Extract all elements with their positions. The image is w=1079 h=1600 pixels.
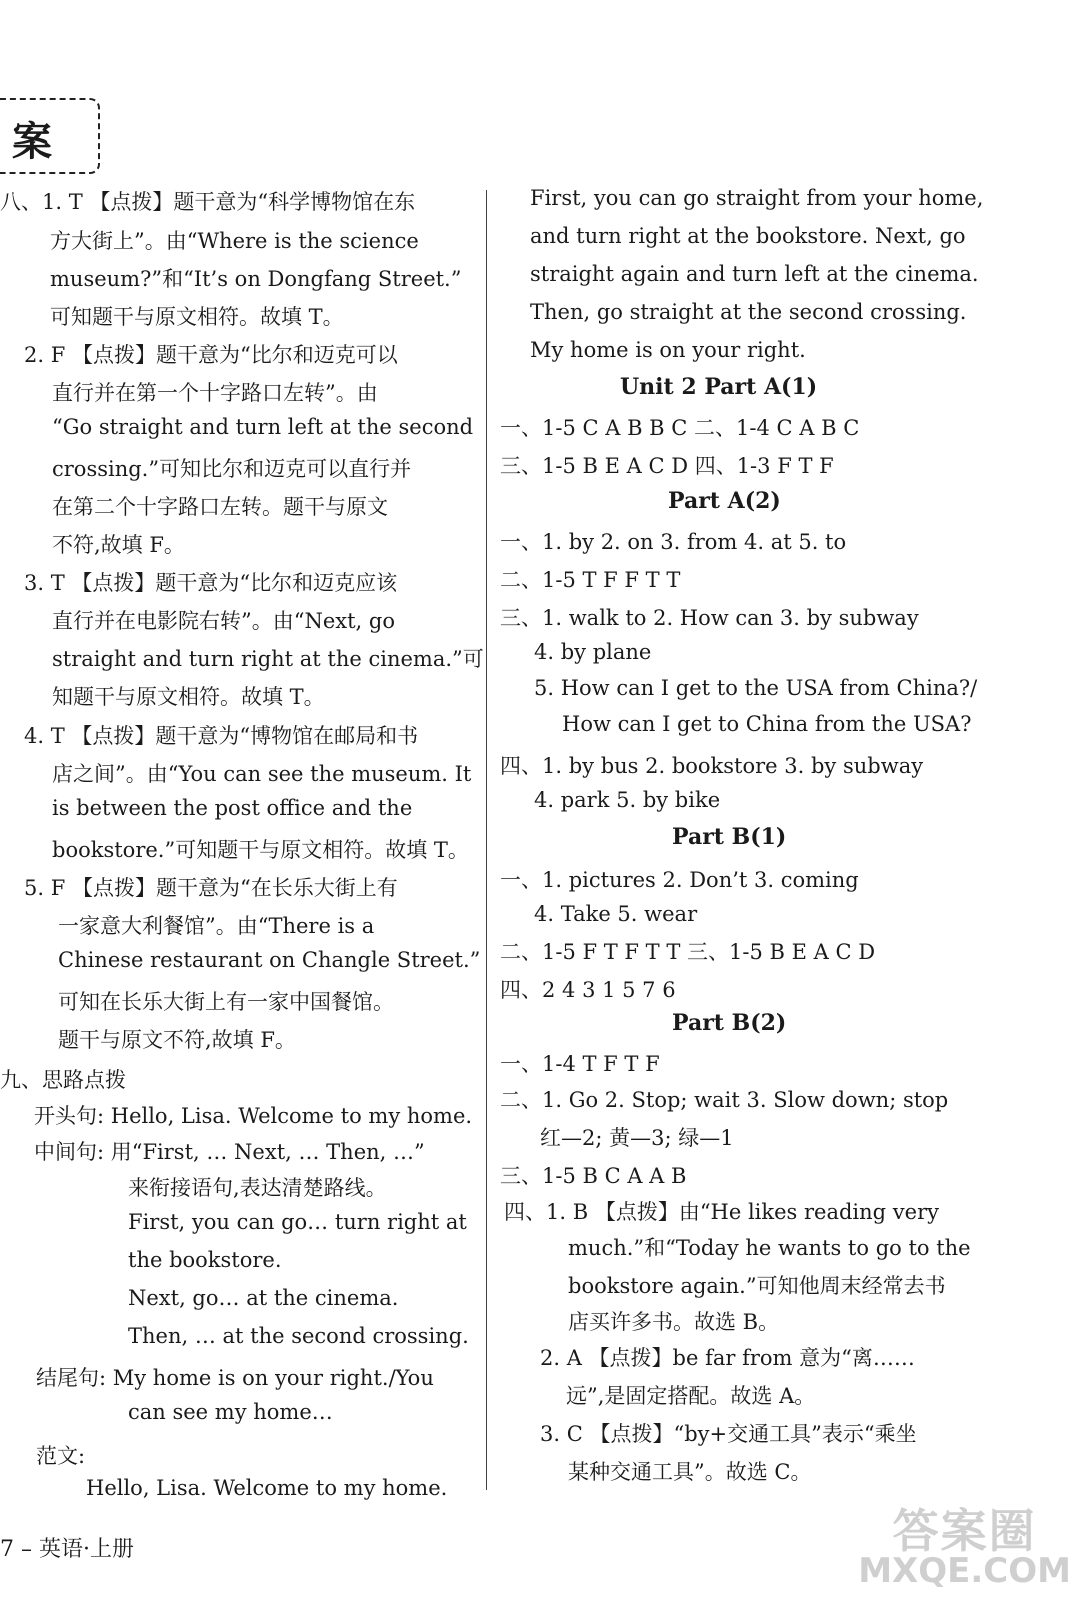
text-line: 直行并在电影院右转”。由“Next, go [52,609,395,633]
text-line: “Go straight and turn left at the second [52,415,474,439]
section-heading: Part B(1) [672,824,787,850]
text-line: 可知题干与原文相符。故填 T。 [50,305,344,329]
text-line: is between the post office and the [52,796,413,820]
text-line: 红—2; 黄—3; 绿—1 [540,1126,734,1150]
watermark-logo [858,1504,1071,1591]
text-line: 在第二个十字路口左转。题干与原文 [52,495,388,519]
text-line: My home is on your right. [530,338,806,362]
text-line: 远”,是固定搭配。故选 A。 [566,1384,816,1408]
text-line: 直行并在第一个十字路口左转”。由 [52,381,378,405]
text-line: How can I get to China from the USA? [562,712,972,736]
text-line: 中间句: 用“First, … Next, … Then, …” [34,1140,425,1164]
text-line: 方大街上”。由“Where is the science [50,229,419,253]
text-line: 三、1. walk to 2. How can 3. by subway [500,606,919,630]
text-line: 四、1. B 【点拨】由“He likes reading very [504,1200,939,1224]
text-line: 九、思路点拨 [0,1068,126,1092]
text-line: 结尾句: My home is on your right./You [36,1366,434,1390]
page-footer: 7 – 英语·上册 [0,1537,134,1562]
text-line: 八、1. T 【点拨】题干意为“科学博物馆在东 [0,190,416,214]
text-line: can see my home… [128,1400,333,1424]
text-line: 范文: [36,1444,86,1468]
text-line: 3. C 【点拨】“by+交通工具”表示“乘坐 [540,1422,917,1446]
text-line: bookstore again.”可知他周末经常去书 [568,1274,946,1298]
text-line: First, you can go straight from your home, [530,186,984,210]
text-line: 三、1-5 B E A C D 四、1-3 F T F [500,454,834,478]
text-line: 4. by plane [534,640,652,664]
text-line: 二、1-5 F T F T T 三、1-5 B E A C D [500,940,876,964]
text-line: 5. F 【点拨】题干意为“在长乐大街上有 [24,876,398,900]
text-line: 可知在长乐大街上有一家中国餐馆。 [58,990,394,1014]
text-line: bookstore.”可知题干与原文相符。故填 T。 [52,838,469,862]
text-line: Chinese restaurant on Changle Street.” [58,948,481,972]
text-line: 店买许多书。故选 B。 [568,1310,780,1334]
text-line: 3. T 【点拨】题干意为“比尔和迈克应该 [24,571,398,595]
text-line: 一、1-4 T F T F [500,1052,660,1076]
text-line: 四、1. by bus 2. bookstore 3. by subway [500,754,924,778]
text-line: 一、1. pictures 2. Don’t 3. coming [500,868,859,892]
text-line: 二、1-5 T F F T T [500,568,681,592]
text-line: 不符,故填 F。 [52,533,185,557]
text-line: 某种交通工具”。故选 C。 [568,1460,812,1484]
text-line: 来衔接语句,表达清楚路线。 [128,1176,387,1200]
text-line: 四、2 4 3 1 5 7 6 [500,978,676,1002]
text-line: crossing.”可知比尔和迈克可以直行并 [52,457,412,481]
text-line: Then, … at the second crossing. [128,1324,469,1348]
text-line: much.”和“Today he wants to go to the [568,1236,971,1260]
text-line: 一、1-5 C A B B C 二、1-4 C A B C [500,416,860,440]
watermark-text: 答案圈 [892,1504,1037,1558]
text-line: 三、1-5 B C A A B [500,1164,687,1188]
text-line: 4. T 【点拨】题干意为“博物馆在邮局和书 [24,724,419,748]
section-heading: Unit 2 Part A(1) [620,374,818,400]
text-line: straight and turn right at the cinema.”可 [52,647,484,671]
text-line: 店之间”。由“You can see the museum. It [52,762,472,786]
text-line: 4. park 5. by bike [534,788,721,812]
text-line: 题干与原文不符,故填 F。 [58,1028,296,1052]
text-line: 一家意大利餐馆”。由“There is a [58,914,375,938]
text-line: straight again and turn left at the cinema. [530,262,979,286]
section-heading: Part A(2) [668,488,781,514]
text-line: First, you can go… turn right at [128,1210,467,1234]
text-line: 二、1. Go 2. Stop; wait 3. Slow down; stop [500,1088,949,1112]
text-line: 2. F 【点拨】题干意为“比尔和迈克可以 [24,343,398,367]
text-line: 开头句: Hello, Lisa. Welcome to my home. [34,1104,473,1128]
page-title: 案 [12,118,52,165]
text-line: 知题干与原文相符。故填 T。 [52,685,325,709]
text-line: museum?”和“It’s on Dongfang Street.” [50,267,462,291]
text-line: 4. Take 5. wear [534,902,698,926]
text-line: and turn right at the bookstore. Next, go [530,224,966,248]
text-line: 一、1. by 2. on 3. from 4. at 5. to [500,530,847,554]
text-line: Next, go… at the cinema. [128,1286,399,1310]
watermark-url: MXQE.COM [858,1551,1071,1591]
text-line: the bookstore. [128,1248,282,1272]
text-line: 5. How can I get to the USA from China?/ [534,676,978,700]
text-line: Then, go straight at the second crossing. [530,300,967,324]
text-line: Hello, Lisa. Welcome to my home. [86,1476,448,1500]
column-divider [486,190,487,1490]
text-line: 2. A 【点拨】be far from 意为“离…… [540,1346,915,1370]
section-heading: Part B(2) [672,1010,787,1036]
